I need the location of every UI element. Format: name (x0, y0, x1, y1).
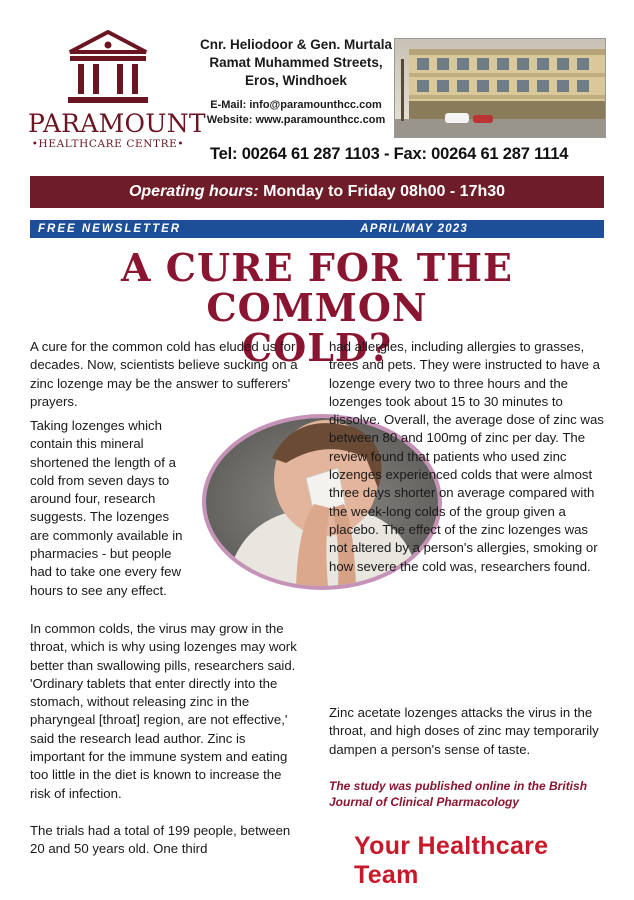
paragraph: The trials had a total of 199 people, between 20 and 50 years old. One third (30, 823, 291, 857)
newsletter-label: FREE NEWSLETTER (38, 223, 182, 235)
logo-subtitle: •HEALTHCARE CENTRE• (31, 138, 185, 150)
address-block (196, 36, 396, 90)
hours-label: Operating hours: (128, 183, 259, 200)
operating-hours-bar (30, 176, 604, 208)
headline-line: A CURE FOR THE COMMON (121, 245, 513, 330)
address-line: Eros, Windhoek (245, 73, 347, 88)
building-photo (394, 38, 606, 138)
website-link[interactable]: Website: www.paramounthcc.com (206, 114, 386, 126)
paragraph: Taking lozenges which contain this mineral shortened the length of a cold from seven days to around four, research suggests. The lozenges are commonly available in pharmacies - but people had to take one every few hours to see any effect. (30, 418, 183, 598)
building-logo-icon (66, 30, 150, 106)
newsletter-bar (30, 220, 604, 238)
address-line: Ramat Muhammed Streets, (209, 55, 383, 70)
logo-name: PARAMOUNT (28, 109, 206, 138)
paragraph (329, 338, 609, 576)
contact-block (196, 98, 396, 128)
paragraph-text: had allergies, including allergies to grasses, trees and pets. They were instructed to have a lozenge every two to three hours and the lozenges took about 15 to 30 minutes to dissolve. Overall, the average dose of zinc was between 80 and 100mg of zinc per day. The review found that patients who used zinc lozenges experienced colds that were almost three days shorter on average compared with the week-long colds of the group given a placebo. The effect of the zinc lozenges was not altered by a person's allergies, smoking or how severe the cold was, researchers found. (329, 339, 604, 574)
paragraph: Zinc acetate lozenges attacks the virus in the throat, and high doses of zinc may temporarily dampen a person's sense of taste. (329, 705, 599, 757)
email-link[interactable]: E-Mail: info@paramounthcc.com (210, 99, 382, 111)
address-line: Cnr. Heliodoor & Gen. Murtala (199, 37, 393, 52)
headline-line: COLD? (241, 325, 393, 370)
logo (28, 30, 206, 160)
phone-fax: Tel: 00264 61 287 1103 - Fax: 00264 61 287 1114 (210, 145, 569, 163)
paragraph (30, 620, 300, 803)
hours-value: Monday to Friday 08h00 - 17h30 (258, 183, 506, 200)
paragraph: A cure for the common cold has eluded us for decades. Now, scientists believe sucking on a zinc lozenge may be the answer to sufferers' prayers. (30, 339, 298, 409)
newsletter-date: APRIL/MAY 2023 (360, 223, 468, 235)
paragraph-text: In common colds, the virus may grow in the throat, which is why using lozenges may work better than swallowing pills, researchers said. 'Ordinary tablets that enter directly into the stomach, without releasing zinc in the pharyngeal [throat] region, are not effective,' said the research lead author. Zinc is important for the immune system and eating too little in the diet is known to increase the risk of infection. (30, 621, 297, 801)
study-credit: The study was published online in the British Journal of Clinical Pharmacology (329, 779, 588, 809)
signoff: Your Healthcare Team (354, 832, 549, 889)
